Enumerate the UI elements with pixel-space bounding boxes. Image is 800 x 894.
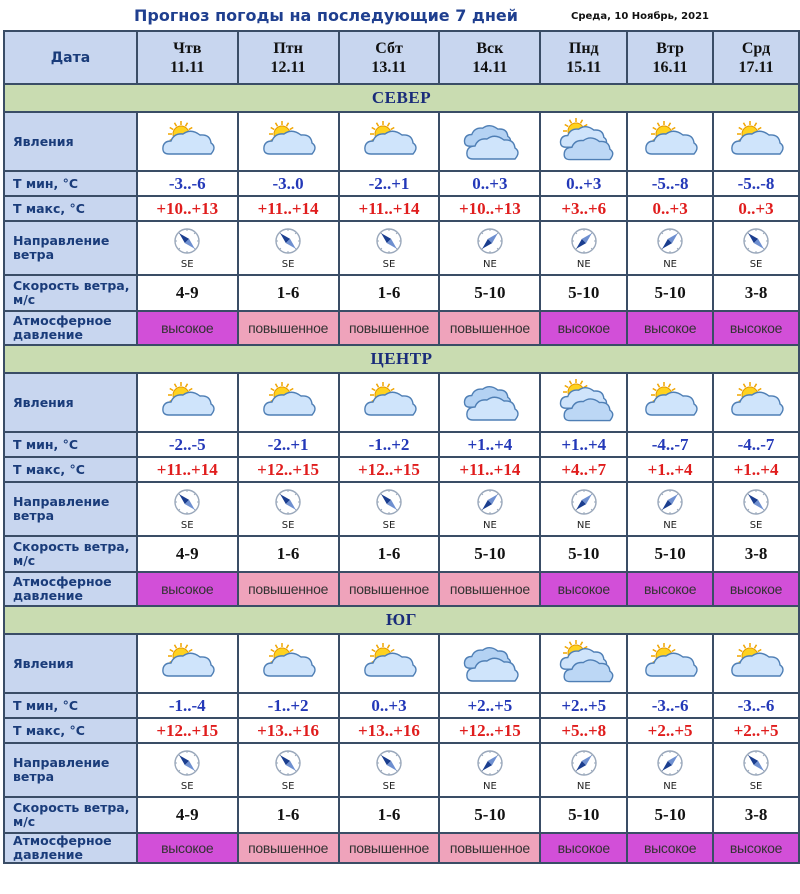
compass-icon [274,227,302,258]
wind-direction-cell [439,482,540,536]
wind-direction-text: NE [576,780,591,792]
compass-icon [656,749,684,780]
wind-direction-text: SE [281,519,295,531]
wind-speed-value: 5-10 [627,275,713,311]
wind-direction-text: NE [482,258,497,270]
wind-direction-cell [439,221,540,275]
tmax-value: +13..+16 [339,718,440,743]
partly-cloudy-icon [138,379,237,427]
pressure-row [4,833,799,863]
wind-direction-text: NE [663,258,678,270]
tmin-value: -2..+1 [339,171,440,196]
tmin-row [4,432,799,457]
wind-direction-text: SE [749,519,763,531]
tmin-value: -2..+1 [238,432,339,457]
wind-direction-row [4,221,799,275]
wind-direction-label: Направление ветра [4,221,137,275]
tmax-value: +2..+5 [713,718,799,743]
wind-direction-cell [713,743,799,797]
partly-cloudy-icon [340,118,439,166]
tmax-value: 0..+3 [627,196,713,221]
pressure-value: высокое [713,311,799,345]
tmax-value: +5..+8 [540,718,627,743]
wind-speed-value: 1-6 [238,275,339,311]
compass-icon [476,227,504,258]
partly-cloudy-icon [628,640,712,688]
tmin-label: Т мин, °С [4,432,137,457]
region-title: СЕВЕР [4,84,799,112]
weather-cell [339,373,440,432]
day-date: 16.11 [652,58,688,76]
mostly-cloudy-icon [541,118,626,166]
tmax-value: +12..+15 [238,457,339,482]
pressure-row [4,572,799,606]
day-header [540,31,627,84]
compass-icon [375,488,403,519]
day-date: 12.11 [270,58,306,76]
pressure-value: повышенное [339,833,440,863]
cloudy-icon [440,379,539,427]
wind-speed-value: 3-8 [713,536,799,572]
tmin-label: Т мин, °С [4,171,137,196]
day-header [339,31,440,84]
wind-speed-value: 3-8 [713,275,799,311]
wind-direction-text: SE [382,519,396,531]
day-name: Птн [273,39,303,57]
weather-cell [137,634,238,693]
tmax-value: +11..+14 [339,196,440,221]
partly-cloudy-icon [628,118,712,166]
wind-direction-label: Направление ветра [4,743,137,797]
wind-direction-text: SE [180,780,194,792]
wind-speed-value: 4-9 [137,536,238,572]
wind-direction-text: SE [382,780,396,792]
weather-cell [627,112,713,171]
compass-icon [274,488,302,519]
region-row [4,606,799,634]
tmax-value: 0..+3 [713,196,799,221]
weather-cell [339,634,440,693]
compass-icon [656,227,684,258]
pressure-value: повышенное [339,311,440,345]
day-date: 14.11 [472,58,508,76]
phenomena-row [4,373,799,432]
tmax-value: +10..+13 [137,196,238,221]
tmax-value: +10..+13 [439,196,540,221]
phenomena-label: Явления [4,634,137,693]
tmax-value: +11..+14 [238,196,339,221]
wind-speed-value: 1-6 [339,275,440,311]
wind-speed-label: Скорость ветра, м/с [4,797,137,833]
pressure-value: высокое [540,833,627,863]
wind-direction-cell [540,743,627,797]
tmax-value: +13..+16 [238,718,339,743]
wind-direction-cell [137,743,238,797]
compass-icon [742,488,770,519]
pressure-value: высокое [137,311,238,345]
forecast-table [3,30,800,864]
tmax-value: +4..+7 [540,457,627,482]
phenomena-row [4,634,799,693]
tmin-value: -5..-8 [713,171,799,196]
wind-direction-text: SE [180,258,194,270]
tmin-value: -1..+2 [339,432,440,457]
compass-icon [570,227,598,258]
day-header [137,31,238,84]
partly-cloudy-icon [340,640,439,688]
partly-cloudy-icon [239,379,338,427]
wind-direction-cell [238,482,339,536]
phenomena-label: Явления [4,112,137,171]
pressure-label: Атмосферное давление [4,311,137,345]
tmin-value: +1..+4 [540,432,627,457]
region-title: ЦЕНТР [4,345,799,373]
tmax-value: +11..+14 [137,457,238,482]
tmax-value: +2..+5 [627,718,713,743]
tmin-value: -1..+2 [238,693,339,718]
wind-speed-value: 4-9 [137,797,238,833]
partly-cloudy-icon [340,379,439,427]
region-row [4,84,799,112]
partly-cloudy-icon [628,379,712,427]
header [0,0,800,30]
day-date: 13.11 [371,58,407,76]
wind-speed-value: 5-10 [439,536,540,572]
wind-direction-cell [238,221,339,275]
compass-icon [375,227,403,258]
weather-cell [137,112,238,171]
compass-icon [656,488,684,519]
wind-speed-value: 5-10 [627,797,713,833]
day-name: Сбт [375,39,403,57]
partly-cloudy-icon [714,118,798,166]
weather-cell [627,634,713,693]
wind-speed-value: 5-10 [439,797,540,833]
tmin-value: -3..0 [238,171,339,196]
weather-cell [713,634,799,693]
tmax-value: +11..+14 [439,457,540,482]
day-date: 11.11 [170,58,205,76]
compass-icon [570,749,598,780]
tmin-value: +1..+4 [439,432,540,457]
wind-direction-cell [540,482,627,536]
wind-direction-text: SE [180,519,194,531]
day-name: Втр [656,39,684,57]
wind-speed-value: 1-6 [238,797,339,833]
tmax-value: +1..+4 [627,457,713,482]
wind-speed-row [4,536,799,572]
pressure-value: высокое [137,833,238,863]
pressure-row [4,311,799,345]
tmax-value: +12..+15 [137,718,238,743]
compass-icon [173,749,201,780]
pressure-value: высокое [627,572,713,606]
weather-cell [439,634,540,693]
region-title: ЮГ [4,606,799,634]
tmax-value: +12..+15 [439,718,540,743]
mostly-cloudy-icon [541,640,626,688]
tmax-row [4,457,799,482]
page-title: Прогноз погоды на последующие 7 дней [134,6,518,25]
pressure-value: повышенное [439,311,540,345]
tmin-value: -2..-5 [137,432,238,457]
weather-cell [627,373,713,432]
day-name: Срд [741,39,771,57]
pressure-label: Атмосферное давление [4,572,137,606]
pressure-value: повышенное [439,572,540,606]
phenomena-row [4,112,799,171]
tmax-label: Т макс, °С [4,196,137,221]
pressure-value: повышенное [238,311,339,345]
day-name: Пнд [568,39,599,57]
wind-direction-text: SE [749,780,763,792]
wind-speed-value: 5-10 [540,797,627,833]
wind-direction-row [4,482,799,536]
tmax-value: +12..+15 [339,457,440,482]
wind-direction-cell [439,743,540,797]
day-name: Чтв [173,39,202,57]
phenomena-label: Явления [4,373,137,432]
day-date: 17.11 [738,58,774,76]
wind-direction-cell [137,482,238,536]
weather-cell [540,112,627,171]
wind-direction-text: NE [663,780,678,792]
wind-direction-text: SE [382,258,396,270]
day-header [627,31,713,84]
wind-direction-cell [713,221,799,275]
wind-direction-text: NE [576,258,591,270]
weather-cell [238,634,339,693]
day-name: Вск [476,39,504,57]
tmin-value: +2..+5 [439,693,540,718]
partly-cloudy-icon [714,640,798,688]
wind-speed-row [4,275,799,311]
tmin-value: -4..-7 [713,432,799,457]
wind-direction-cell [540,221,627,275]
wind-speed-value: 5-10 [627,536,713,572]
compass-icon [476,749,504,780]
day-header [238,31,339,84]
tmin-row [4,171,799,196]
wind-direction-row [4,743,799,797]
pressure-value: высокое [627,833,713,863]
tmax-label: Т макс, °С [4,718,137,743]
compass-icon [742,227,770,258]
region-row [4,345,799,373]
weather-cell [540,373,627,432]
compass-icon [274,749,302,780]
compass-icon [570,488,598,519]
tmin-value: -4..-7 [627,432,713,457]
weather-cell [540,634,627,693]
wind-speed-value: 3-8 [713,797,799,833]
tmin-label: Т мин, °С [4,693,137,718]
wind-speed-label: Скорость ветра, м/с [4,536,137,572]
partly-cloudy-icon [714,379,798,427]
wind-speed-value: 5-10 [540,536,627,572]
wind-speed-value: 5-10 [439,275,540,311]
wind-direction-text: NE [482,519,497,531]
weather-cell [439,112,540,171]
weather-cell [713,373,799,432]
day-header [439,31,540,84]
weather-cell [137,373,238,432]
wind-direction-text: NE [663,519,678,531]
pressure-value: повышенное [238,572,339,606]
pressure-value: высокое [713,572,799,606]
cloudy-icon [440,640,539,688]
tmax-label: Т макс, °С [4,457,137,482]
wind-direction-cell [339,482,440,536]
tmax-value: +1..+4 [713,457,799,482]
tmin-value: -3..-6 [713,693,799,718]
tmin-value: -3..-6 [137,171,238,196]
pressure-value: высокое [713,833,799,863]
compass-icon [375,749,403,780]
wind-direction-cell [339,221,440,275]
pressure-value: высокое [627,311,713,345]
tmin-value: -3..-6 [627,693,713,718]
wind-direction-text: SE [281,780,295,792]
wind-speed-row [4,797,799,833]
partly-cloudy-icon [138,118,237,166]
wind-speed-label: Скорость ветра, м/с [4,275,137,311]
day-header-row [4,31,799,84]
wind-speed-value: 1-6 [238,536,339,572]
tmin-row [4,693,799,718]
mostly-cloudy-icon [541,379,626,427]
wind-direction-text: SE [749,258,763,270]
current-date: Среда, 10 Ноябрь, 2021 [571,11,710,22]
compass-icon [476,488,504,519]
compass-icon [173,488,201,519]
pressure-value: повышенное [439,833,540,863]
tmin-value: 0..+3 [339,693,440,718]
wind-direction-text: SE [281,258,295,270]
pressure-value: высокое [540,572,627,606]
wind-speed-value: 4-9 [137,275,238,311]
wind-direction-cell [627,482,713,536]
partly-cloudy-icon [138,640,237,688]
pressure-value: высокое [137,572,238,606]
day-date: 15.11 [566,58,602,76]
wind-direction-cell [238,743,339,797]
tmax-value: +3..+6 [540,196,627,221]
pressure-value: повышенное [238,833,339,863]
tmax-row [4,718,799,743]
compass-icon [742,749,770,780]
tmin-value: +2..+5 [540,693,627,718]
tmin-value: 0..+3 [439,171,540,196]
cloudy-icon [440,118,539,166]
wind-direction-cell [713,482,799,536]
tmin-value: -1..-4 [137,693,238,718]
weather-cell [238,112,339,171]
tmin-value: -5..-8 [627,171,713,196]
wind-speed-value: 1-6 [339,536,440,572]
wind-direction-text: NE [482,780,497,792]
partly-cloudy-icon [239,118,338,166]
tmax-row [4,196,799,221]
compass-icon [173,227,201,258]
day-header [713,31,799,84]
weather-cell [439,373,540,432]
wind-direction-cell [627,743,713,797]
wind-direction-cell [627,221,713,275]
pressure-value: повышенное [339,572,440,606]
pressure-label: Атмосферное давление [4,833,137,863]
tmin-value: 0..+3 [540,171,627,196]
date-label: Дата [4,31,137,84]
wind-direction-cell [339,743,440,797]
pressure-value: высокое [540,311,627,345]
weather-cell [238,373,339,432]
weather-cell [339,112,440,171]
wind-speed-value: 1-6 [339,797,440,833]
wind-direction-label: Направление ветра [4,482,137,536]
wind-speed-value: 5-10 [540,275,627,311]
wind-direction-text: NE [576,519,591,531]
wind-direction-cell [137,221,238,275]
partly-cloudy-icon [239,640,338,688]
weather-cell [713,112,799,171]
